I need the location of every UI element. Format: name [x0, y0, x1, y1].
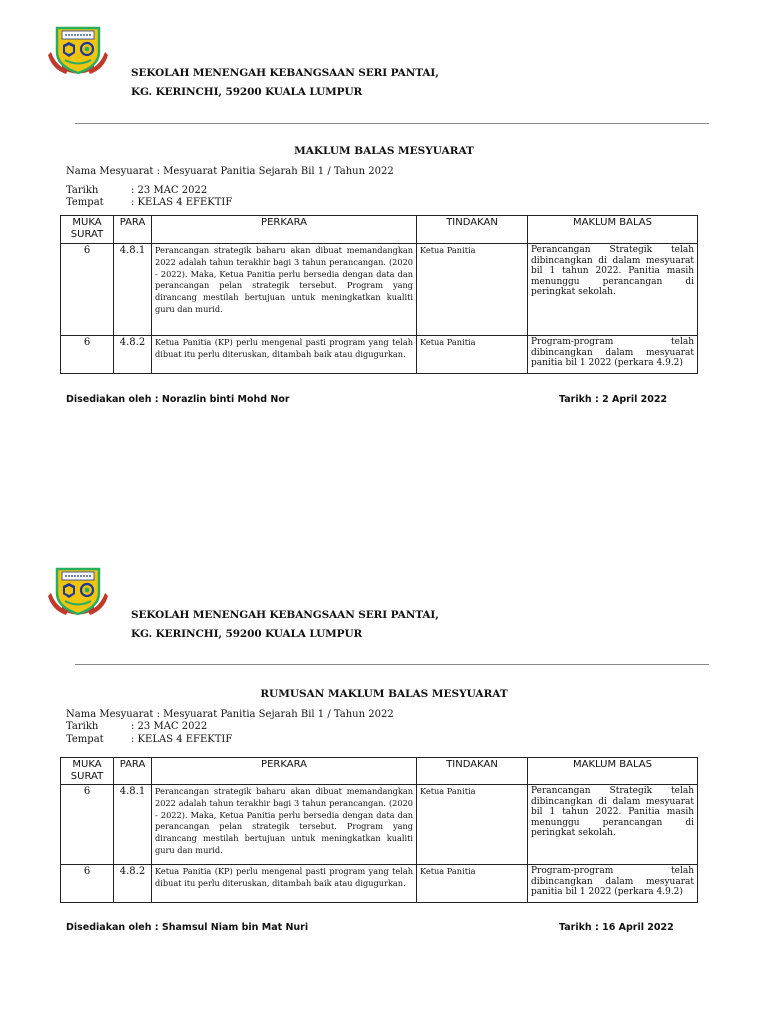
school-crest-icon	[48, 563, 108, 621]
table-row	[61, 865, 698, 903]
cell-maklum-balas: Program-program telah dibincangkan dalam mesyuarat panitia bil 1 2022 (perkara 4.9.2)	[528, 865, 698, 903]
document-title: RUMUSAN MAKLUM BALAS MESYUARAT	[260, 688, 508, 700]
cell-tindakan: Ketua Panitia	[417, 785, 528, 865]
header-divider	[75, 664, 709, 665]
col-header-para: PARA	[114, 216, 152, 244]
col-header-muka-surat: MUKA SURAT	[61, 758, 114, 785]
school-crest-icon	[48, 22, 108, 80]
cell-maklum-balas: Perancangan Strategik telah dibincangkan di dalam mesyuarat bil 1 tahun 2022. Panitia masih menunggu perancangan di peringkat sekolah.	[528, 244, 698, 336]
document-title: MAKLUM BALAS MESYUARAT	[294, 145, 474, 157]
table-row	[61, 336, 698, 374]
cell-tindakan: Ketua Panitia	[417, 244, 528, 336]
feedback-table	[60, 757, 698, 903]
cell-muka-surat: 6	[61, 865, 114, 903]
place-value: : KELAS 4 EFEKTIF	[131, 734, 233, 745]
col-header-perkara: PERKARA	[152, 216, 417, 244]
cell-muka-surat: 6	[61, 336, 114, 374]
cell-para: 4.8.2	[114, 865, 152, 903]
header-divider	[75, 123, 709, 124]
date-label: Tarikh	[66, 185, 99, 196]
cell-maklum-balas: Perancangan Strategik telah dibincangkan di dalam mesyuarat bil 1 tahun 2022. Panitia masih menunggu perancangan di peringkat sekolah.	[528, 785, 698, 865]
prepared-by: Disediakan oleh : Norazlin binti Mohd Nor	[66, 394, 290, 405]
col-header-muka-surat: MUKA SURAT	[61, 216, 114, 244]
place-label: Tempat	[66, 197, 104, 208]
col-header-para: PARA	[114, 758, 152, 785]
prepared-by: Disediakan oleh : Shamsul Niam bin Mat Nuri	[66, 922, 309, 933]
cell-maklum-balas: Program-program telah dibincangkan dalam mesyuarat panitia bil 1 2022 (perkara 4.9.2)	[528, 336, 698, 374]
cell-muka-surat: 6	[61, 785, 114, 865]
table-header-row	[61, 216, 698, 244]
meeting-name: Nama Mesyuarat : Mesyuarat Panitia Sejarah Bil 1 / Tahun 2022	[66, 166, 394, 177]
cell-perkara: Perancangan strategik baharu akan dibuat memandangkan 2022 adalah tahun terakhir bagi 3 tahun perancangan. (2020 - 2022). Maka, Ketua Panitia perlu bersedia dengan data dan perancangan pelan strategik tersebut. Program yang dirancang mestilah bertujuan untuk meningkatkan kualiti guru dan murid.	[152, 244, 417, 336]
col-header-tindakan: TINDAKAN	[417, 216, 528, 244]
school-name: SEKOLAH MENENGAH KEBANGSAAN SERI PANTAI,	[131, 609, 439, 621]
cell-para: 4.8.1	[114, 244, 152, 336]
cell-para: 4.8.2	[114, 336, 152, 374]
meeting-date	[66, 721, 207, 732]
cell-perkara: Ketua Panitia (KP) perlu mengenal pasti program yang telah dibuat itu perlu diteruskan, ditambah baik atau digugurkan.	[152, 865, 417, 903]
cell-perkara: Ketua Panitia (KP) perlu mengenal pasti program yang telah dibuat itu perlu diteruskan, ditambah baik atau digugurkan.	[152, 336, 417, 374]
table-header-row	[61, 758, 698, 785]
table-row	[61, 244, 698, 336]
cell-para: 4.8.1	[114, 785, 152, 865]
col-header-tindakan: TINDAKAN	[417, 758, 528, 785]
col-header-maklum-balas: MAKLUM BALAS	[528, 216, 698, 244]
meeting-place	[66, 734, 232, 745]
feedback-table	[60, 215, 698, 374]
school-address: KG. KERINCHI, 59200 KUALA LUMPUR	[131, 86, 363, 98]
col-header-maklum-balas: MAKLUM BALAS	[528, 758, 698, 785]
cell-muka-surat: 6	[61, 244, 114, 336]
cell-tindakan: Ketua Panitia	[417, 336, 528, 374]
school-name: SEKOLAH MENENGAH KEBANGSAAN SERI PANTAI,	[131, 67, 439, 79]
date-value: : 23 MAC 2022	[131, 185, 208, 196]
date-value: : 23 MAC 2022	[131, 721, 208, 732]
col-header-perkara: PERKARA	[152, 758, 417, 785]
table-row	[61, 785, 698, 865]
school-address: KG. KERINCHI, 59200 KUALA LUMPUR	[131, 628, 363, 640]
meeting-place	[66, 197, 232, 208]
footer-date: Tarikh : 16 April 2022	[559, 922, 674, 933]
place-value: : KELAS 4 EFEKTIF	[131, 197, 233, 208]
meeting-date	[66, 185, 207, 196]
date-label: Tarikh	[66, 721, 99, 732]
footer-date: Tarikh : 2 April 2022	[559, 394, 668, 405]
cell-tindakan: Ketua Panitia	[417, 865, 528, 903]
cell-perkara: Perancangan strategik baharu akan dibuat memandangkan 2022 adalah tahun terakhir bagi 3 tahun perancangan. (2020 - 2022). Maka, Ketua Panitia perlu bersedia dengan data dan perancangan pelan strategik tersebut. Program yang dirancang mestilah bertujuan untuk meningkatkan kualiti guru dan murid.	[152, 785, 417, 865]
meeting-name: Nama Mesyuarat : Mesyuarat Panitia Sejarah Bil 1 / Tahun 2022	[66, 709, 394, 720]
place-label: Tempat	[66, 734, 104, 745]
